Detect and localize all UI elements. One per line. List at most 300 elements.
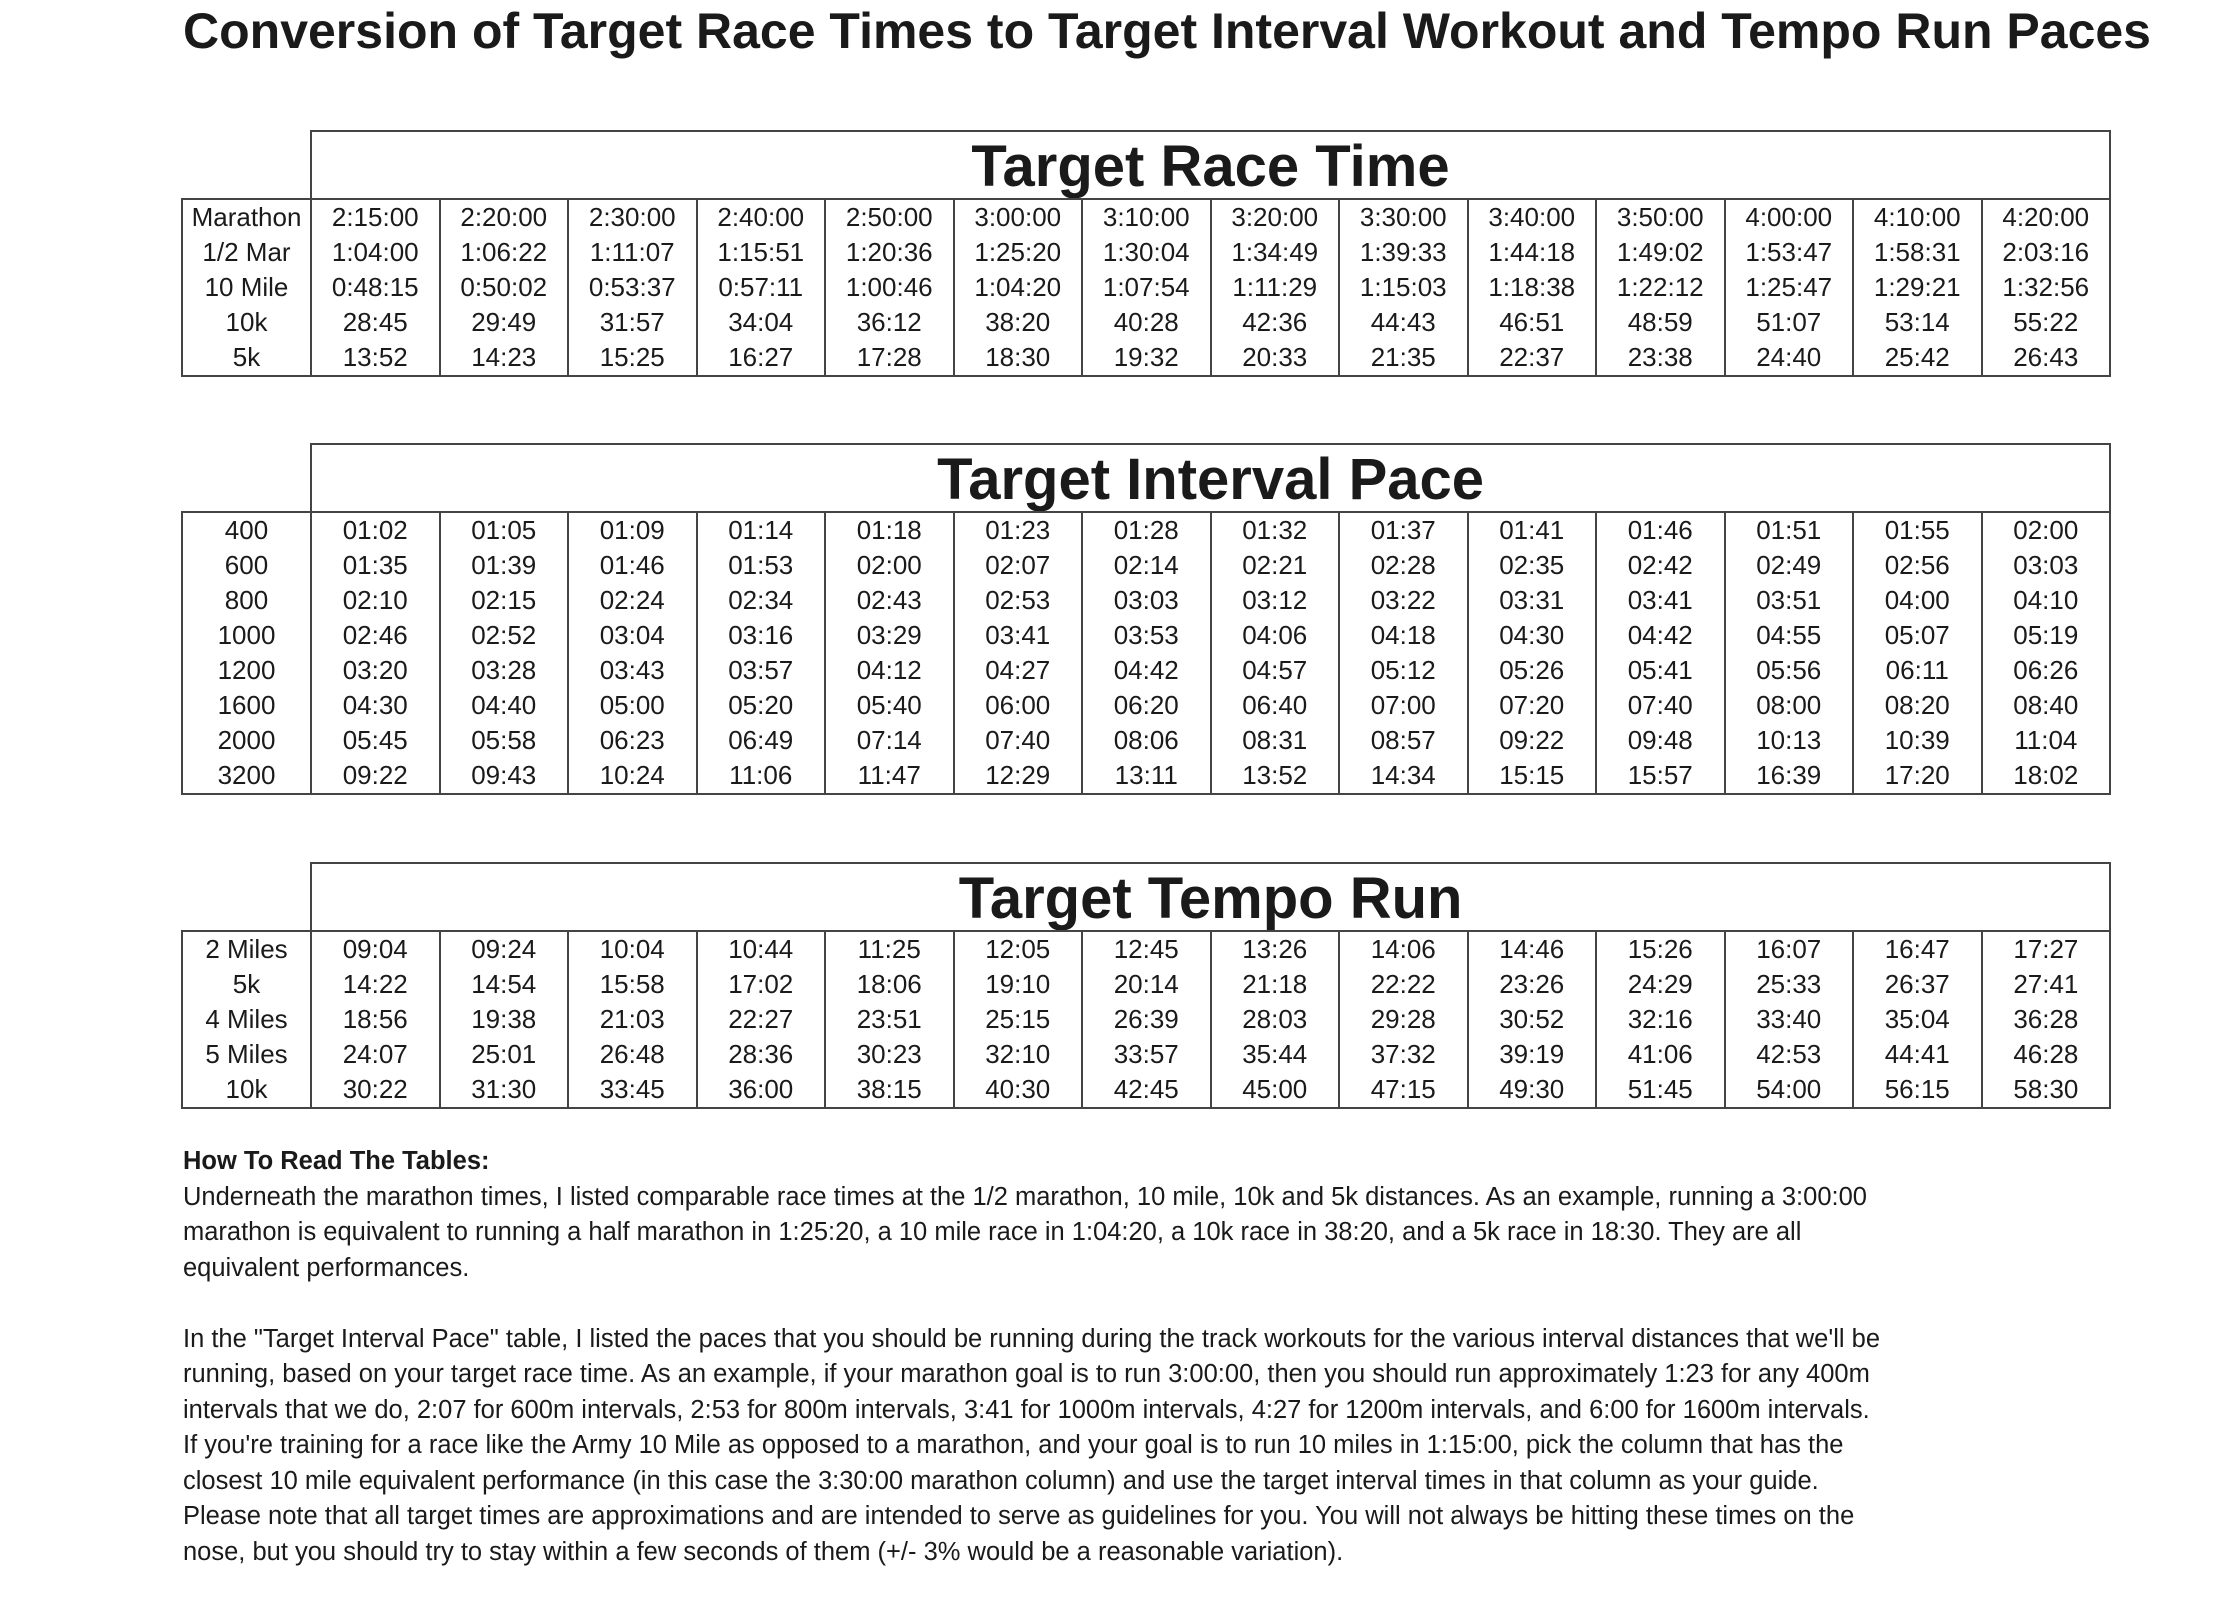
table-cell: 06:00 — [954, 688, 1083, 723]
tempo-run-table — [181, 862, 2111, 1109]
table-cell: 20:33 — [1211, 340, 1340, 376]
notes-heading: How To Read The Tables: — [183, 1147, 490, 1175]
table-cell: 11:47 — [825, 758, 954, 794]
table-cell: 4:00:00 — [1725, 199, 1854, 235]
table-cell: 16:39 — [1725, 758, 1854, 794]
table-cell: 24:07 — [311, 1037, 440, 1072]
table-cell: 05:12 — [1339, 653, 1468, 688]
table-cell: 35:04 — [1853, 1002, 1982, 1037]
table-cell: 08:06 — [1082, 723, 1211, 758]
table-cell: 05:00 — [568, 688, 697, 723]
table-cell: 44:41 — [1853, 1037, 1982, 1072]
table-cell: 23:51 — [825, 1002, 954, 1037]
table-heading: Target Tempo Run — [311, 863, 2110, 931]
table-cell: 24:29 — [1596, 967, 1725, 1002]
table-cell: 2:20:00 — [440, 199, 569, 235]
table-cell: 1:07:54 — [1082, 270, 1211, 305]
table-cell: 46:51 — [1468, 305, 1597, 340]
table-cell: 06:26 — [1982, 653, 2111, 688]
table-cell: 18:02 — [1982, 758, 2111, 794]
table-cell: 12:05 — [954, 931, 1083, 967]
table-cell: 34:04 — [697, 305, 826, 340]
table-cell: 2:03:16 — [1982, 235, 2111, 270]
row-label: 400 — [182, 512, 311, 548]
table-cell: 1:06:22 — [440, 235, 569, 270]
table-cell: 01:18 — [825, 512, 954, 548]
table-cell: 02:07 — [954, 548, 1083, 583]
table-cell: 02:43 — [825, 583, 954, 618]
table-cell: 11:06 — [697, 758, 826, 794]
table-cell: 16:27 — [697, 340, 826, 376]
table-cell: 37:32 — [1339, 1037, 1468, 1072]
table-cell: 26:48 — [568, 1037, 697, 1072]
table-cell: 22:37 — [1468, 340, 1597, 376]
table-cell: 42:36 — [1211, 305, 1340, 340]
table-cell: 02:00 — [825, 548, 954, 583]
table-cell: 08:00 — [1725, 688, 1854, 723]
table-cell: 04:06 — [1211, 618, 1340, 653]
table-cell: 3:20:00 — [1211, 199, 1340, 235]
table-cell: 02:15 — [440, 583, 569, 618]
table-cell: 15:26 — [1596, 931, 1725, 967]
table-cell: 01:02 — [311, 512, 440, 548]
table-cell: 03:04 — [568, 618, 697, 653]
table-cell: 30:52 — [1468, 1002, 1597, 1037]
table-cell: 1:30:04 — [1082, 235, 1211, 270]
table-cell: 51:07 — [1725, 305, 1854, 340]
table-cell: 02:00 — [1982, 512, 2111, 548]
table-cell: 1:04:00 — [311, 235, 440, 270]
row-label: 1600 — [182, 688, 311, 723]
table-cell: 02:21 — [1211, 548, 1340, 583]
notes-line: running, based on your target race time. As an example, if your marathon goal is to run 3:00:00, then you should run approximately 1:23 for any 400m — [183, 1360, 1870, 1388]
table-cell: 14:22 — [311, 967, 440, 1002]
table-cell: 42:45 — [1082, 1072, 1211, 1108]
table-cell: 1:11:07 — [568, 235, 697, 270]
row-label: 2 Miles — [182, 931, 311, 967]
table-cell: 3:40:00 — [1468, 199, 1597, 235]
table-row — [182, 340, 2110, 376]
table-cell: 1:49:02 — [1596, 235, 1725, 270]
table-cell: 07:14 — [825, 723, 954, 758]
row-label: 10k — [182, 305, 311, 340]
table-cell: 26:37 — [1853, 967, 1982, 1002]
table-cell: 01:28 — [1082, 512, 1211, 548]
table-cell: 31:30 — [440, 1072, 569, 1108]
table-cell: 03:29 — [825, 618, 954, 653]
table-cell: 03:03 — [1982, 548, 2111, 583]
table-cell: 1:15:03 — [1339, 270, 1468, 305]
table-cell: 18:06 — [825, 967, 954, 1002]
table-cell: 44:43 — [1339, 305, 1468, 340]
table-corner — [182, 863, 311, 931]
table-row — [182, 1037, 2110, 1072]
table-cell: 0:53:37 — [568, 270, 697, 305]
table-cell: 41:06 — [1596, 1037, 1725, 1072]
table-row — [182, 967, 2110, 1002]
table-cell: 01:39 — [440, 548, 569, 583]
table-cell: 1:34:49 — [1211, 235, 1340, 270]
table-cell: 45:00 — [1211, 1072, 1340, 1108]
table-cell: 13:11 — [1082, 758, 1211, 794]
table-cell: 16:47 — [1853, 931, 1982, 967]
table-cell: 05:19 — [1982, 618, 2111, 653]
table-cell: 28:03 — [1211, 1002, 1340, 1037]
table-cell: 09:24 — [440, 931, 569, 967]
table-cell: 21:03 — [568, 1002, 697, 1037]
table-cell: 22:22 — [1339, 967, 1468, 1002]
table-cell: 1:25:20 — [954, 235, 1083, 270]
table-cell: 13:52 — [311, 340, 440, 376]
table-cell: 11:25 — [825, 931, 954, 967]
notes-line: intervals that we do, 2:07 for 600m intervals, 2:53 for 800m intervals, 3:41 for 1000m intervals, 4:27 for 1200m intervals, and 6:00 for 1600m intervals. — [183, 1395, 1870, 1424]
table-cell: 03:41 — [954, 618, 1083, 653]
table-cell: 1:18:38 — [1468, 270, 1597, 305]
table-cell: 09:22 — [1468, 723, 1597, 758]
table-cell: 28:36 — [697, 1037, 826, 1072]
notes-line: nose, but you should try to stay within a few seconds of them (+/- 3% would be a reasonable variation). — [183, 1537, 1344, 1566]
table-cell: 1:58:31 — [1853, 235, 1982, 270]
table-row — [182, 199, 2110, 235]
table-cell: 56:15 — [1853, 1072, 1982, 1108]
table-cell: 01:32 — [1211, 512, 1340, 548]
table-cell: 10:39 — [1853, 723, 1982, 758]
table-cell: 07:00 — [1339, 688, 1468, 723]
table-cell: 17:27 — [1982, 931, 2111, 967]
table-cell: 26:43 — [1982, 340, 2111, 376]
paragraph-gap — [183, 1286, 1943, 1322]
table-cell: 06:11 — [1853, 653, 1982, 688]
table-cell: 15:57 — [1596, 758, 1725, 794]
table-cell: 08:40 — [1982, 688, 2111, 723]
table-cell: 08:20 — [1853, 688, 1982, 723]
table-cell: 0:57:11 — [697, 270, 826, 305]
table-cell: 04:18 — [1339, 618, 1468, 653]
table-cell: 25:42 — [1853, 340, 1982, 376]
table-cell: 1:15:51 — [697, 235, 826, 270]
table-cell: 30:22 — [311, 1072, 440, 1108]
row-label: 5 Miles — [182, 1037, 311, 1072]
table-cell: 51:45 — [1596, 1072, 1725, 1108]
notes-line: equivalent performances. — [183, 1253, 470, 1282]
table-cell: 04:12 — [825, 653, 954, 688]
table-cell: 47:15 — [1339, 1072, 1468, 1108]
table-cell: 21:35 — [1339, 340, 1468, 376]
table-cell: 13:26 — [1211, 931, 1340, 967]
row-label: 3200 — [182, 758, 311, 794]
table-cell: 03:22 — [1339, 583, 1468, 618]
table-cell: 02:14 — [1082, 548, 1211, 583]
table-cell: 1:04:20 — [954, 270, 1083, 305]
table-cell: 14:06 — [1339, 931, 1468, 967]
table-row — [182, 270, 2110, 305]
table-cell: 02:46 — [311, 618, 440, 653]
notes-paragraph-1 — [183, 1180, 1943, 1287]
table-cell: 25:33 — [1725, 967, 1854, 1002]
table-cell: 01:55 — [1853, 512, 1982, 548]
row-label: 600 — [182, 548, 311, 583]
table-cell: 17:20 — [1853, 758, 1982, 794]
table-row — [182, 688, 2110, 723]
table-cell: 09:43 — [440, 758, 569, 794]
table-cell: 02:53 — [954, 583, 1083, 618]
table-cell: 17:28 — [825, 340, 954, 376]
table-cell: 03:57 — [697, 653, 826, 688]
table-cell: 32:10 — [954, 1037, 1083, 1072]
table-cell: 40:28 — [1082, 305, 1211, 340]
table-cell: 23:38 — [1596, 340, 1725, 376]
table-cell: 02:10 — [311, 583, 440, 618]
table-cell: 40:30 — [954, 1072, 1083, 1108]
table-cell: 25:15 — [954, 1002, 1083, 1037]
notes-paragraph-2 — [183, 1322, 1943, 1571]
table-cell: 02:49 — [1725, 548, 1854, 583]
table-cell: 19:38 — [440, 1002, 569, 1037]
table-cell: 33:40 — [1725, 1002, 1854, 1037]
row-label: 10 Mile — [182, 270, 311, 305]
table-corner — [182, 131, 311, 199]
table-cell: 04:40 — [440, 688, 569, 723]
table-row — [182, 548, 2110, 583]
table-corner — [182, 444, 311, 512]
table-cell: 14:34 — [1339, 758, 1468, 794]
table-row — [182, 653, 2110, 688]
table-cell: 03:16 — [697, 618, 826, 653]
table-cell: 15:58 — [568, 967, 697, 1002]
table-row — [182, 583, 2110, 618]
table-cell: 02:56 — [1853, 548, 1982, 583]
table-cell: 27:41 — [1982, 967, 2111, 1002]
table-cell: 53:14 — [1853, 305, 1982, 340]
table-row — [182, 723, 2110, 758]
interval-pace-table — [181, 443, 2111, 795]
row-label: 1200 — [182, 653, 311, 688]
table-cell: 05:07 — [1853, 618, 1982, 653]
table-cell: 06:23 — [568, 723, 697, 758]
table-cell: 01:41 — [1468, 512, 1597, 548]
table-cell: 10:13 — [1725, 723, 1854, 758]
table-cell: 10:04 — [568, 931, 697, 967]
table-row — [182, 931, 2110, 967]
table-cell: 1:00:46 — [825, 270, 954, 305]
table-cell: 2:40:00 — [697, 199, 826, 235]
row-label: 5k — [182, 340, 311, 376]
table-cell: 09:04 — [311, 931, 440, 967]
table-cell: 23:26 — [1468, 967, 1597, 1002]
table-cell: 04:42 — [1082, 653, 1211, 688]
table-cell: 09:48 — [1596, 723, 1725, 758]
table-cell: 3:00:00 — [954, 199, 1083, 235]
table-cell: 3:50:00 — [1596, 199, 1725, 235]
table-cell: 39:19 — [1468, 1037, 1597, 1072]
table-cell: 05:41 — [1596, 653, 1725, 688]
row-label: 1/2 Mar — [182, 235, 311, 270]
table-cell: 01:05 — [440, 512, 569, 548]
table-cell: 26:39 — [1082, 1002, 1211, 1037]
table-cell: 07:20 — [1468, 688, 1597, 723]
page-title: Conversion of Target Race Times to Target Interval Workout and Tempo Run Paces — [183, 3, 2151, 59]
table-row — [182, 1002, 2110, 1037]
table-cell: 05:40 — [825, 688, 954, 723]
table-cell: 03:43 — [568, 653, 697, 688]
table-cell: 33:57 — [1082, 1037, 1211, 1072]
table-cell: 36:12 — [825, 305, 954, 340]
table-cell: 06:49 — [697, 723, 826, 758]
table-cell: 4:20:00 — [1982, 199, 2111, 235]
table-row — [182, 235, 2110, 270]
table-cell: 13:52 — [1211, 758, 1340, 794]
table-cell: 28:45 — [311, 305, 440, 340]
table-cell: 49:30 — [1468, 1072, 1597, 1108]
table-cell: 04:00 — [1853, 583, 1982, 618]
table-cell: 14:54 — [440, 967, 569, 1002]
table-cell: 01:14 — [697, 512, 826, 548]
row-label: 800 — [182, 583, 311, 618]
table-cell: 3:10:00 — [1082, 199, 1211, 235]
table-cell: 18:56 — [311, 1002, 440, 1037]
notes-line: Underneath the marathon times, I listed comparable race times at the 1/2 marathon, 10 mile, 10k and 5k distances. As an example, running a 3:00:00 — [183, 1182, 1867, 1211]
table-row — [182, 512, 2110, 548]
table-cell: 2:50:00 — [825, 199, 954, 235]
table-cell: 36:00 — [697, 1072, 826, 1108]
table-cell: 4:10:00 — [1853, 199, 1982, 235]
table-cell: 08:57 — [1339, 723, 1468, 758]
table-cell: 1:29:21 — [1853, 270, 1982, 305]
table-row — [182, 618, 2110, 653]
table-cell: 01:51 — [1725, 512, 1854, 548]
table-cell: 15:25 — [568, 340, 697, 376]
table-cell: 1:22:12 — [1596, 270, 1725, 305]
table-cell: 04:30 — [311, 688, 440, 723]
notes-line: closest 10 mile equivalent performance (in this case the 3:30:00 marathon column) and use the target interval times in that column as your guide. — [183, 1466, 1819, 1495]
table-cell: 1:25:47 — [1725, 270, 1854, 305]
race-time-table — [181, 130, 2111, 377]
table-row — [182, 758, 2110, 794]
table-row — [182, 305, 2110, 340]
row-label: 10k — [182, 1072, 311, 1108]
table-cell: 12:45 — [1082, 931, 1211, 967]
table-cell: 1:53:47 — [1725, 235, 1854, 270]
table-cell: 29:49 — [440, 305, 569, 340]
table-cell: 05:58 — [440, 723, 569, 758]
table-cell: 38:20 — [954, 305, 1083, 340]
table-cell: 2:15:00 — [311, 199, 440, 235]
table-row — [182, 1072, 2110, 1108]
table-cell: 36:28 — [1982, 1002, 2111, 1037]
table-cell: 02:52 — [440, 618, 569, 653]
table-cell: 2:30:00 — [568, 199, 697, 235]
table-cell: 02:28 — [1339, 548, 1468, 583]
table-cell: 19:10 — [954, 967, 1083, 1002]
table-cell: 01:53 — [697, 548, 826, 583]
table-cell: 02:42 — [1596, 548, 1725, 583]
table-cell: 01:46 — [1596, 512, 1725, 548]
table-cell: 01:35 — [311, 548, 440, 583]
table-cell: 12:29 — [954, 758, 1083, 794]
table-cell: 20:14 — [1082, 967, 1211, 1002]
table-cell: 46:28 — [1982, 1037, 2111, 1072]
table-cell: 01:37 — [1339, 512, 1468, 548]
table-cell: 02:35 — [1468, 548, 1597, 583]
table-cell: 18:30 — [954, 340, 1083, 376]
table-cell: 01:23 — [954, 512, 1083, 548]
table-cell: 24:40 — [1725, 340, 1854, 376]
table-cell: 1:39:33 — [1339, 235, 1468, 270]
table-cell: 58:30 — [1982, 1072, 2111, 1108]
row-label: 2000 — [182, 723, 311, 758]
table-cell: 0:48:15 — [311, 270, 440, 305]
table-cell: 14:23 — [440, 340, 569, 376]
table-cell: 1:44:18 — [1468, 235, 1597, 270]
table-cell: 04:30 — [1468, 618, 1597, 653]
table-cell: 33:45 — [568, 1072, 697, 1108]
table-cell: 01:46 — [568, 548, 697, 583]
table-cell: 01:09 — [568, 512, 697, 548]
table-cell: 16:07 — [1725, 931, 1854, 967]
table-cell: 06:20 — [1082, 688, 1211, 723]
table-cell: 03:41 — [1596, 583, 1725, 618]
table-cell: 07:40 — [1596, 688, 1725, 723]
table-cell: 08:31 — [1211, 723, 1340, 758]
reading-notes — [183, 1144, 1943, 1570]
table-cell: 17:02 — [697, 967, 826, 1002]
table-cell: 03:20 — [311, 653, 440, 688]
table-cell: 54:00 — [1725, 1072, 1854, 1108]
table-cell: 32:16 — [1596, 1002, 1725, 1037]
table-cell: 10:44 — [697, 931, 826, 967]
table-cell: 03:28 — [440, 653, 569, 688]
table-cell: 22:27 — [697, 1002, 826, 1037]
table-cell: 1:32:56 — [1982, 270, 2111, 305]
table-cell: 3:30:00 — [1339, 199, 1468, 235]
table-cell: 02:24 — [568, 583, 697, 618]
table-cell: 48:59 — [1596, 305, 1725, 340]
table-cell: 05:45 — [311, 723, 440, 758]
table-cell: 03:53 — [1082, 618, 1211, 653]
table-cell: 04:57 — [1211, 653, 1340, 688]
table-cell: 04:55 — [1725, 618, 1854, 653]
table-cell: 05:26 — [1468, 653, 1597, 688]
table-cell: 06:40 — [1211, 688, 1340, 723]
table-cell: 30:23 — [825, 1037, 954, 1072]
table-cell: 0:50:02 — [440, 270, 569, 305]
table-cell: 21:18 — [1211, 967, 1340, 1002]
table-cell: 07:40 — [954, 723, 1083, 758]
table-cell: 1:11:29 — [1211, 270, 1340, 305]
table-cell: 04:27 — [954, 653, 1083, 688]
table-cell: 03:03 — [1082, 583, 1211, 618]
row-label: 5k — [182, 967, 311, 1002]
table-cell: 09:22 — [311, 758, 440, 794]
table-cell: 05:20 — [697, 688, 826, 723]
table-cell: 35:44 — [1211, 1037, 1340, 1072]
table-heading: Target Race Time — [311, 131, 2110, 199]
table-heading: Target Interval Pace — [311, 444, 2110, 512]
table-cell: 03:31 — [1468, 583, 1597, 618]
notes-line: In the "Target Interval Pace" table, I listed the paces that you should be running during the track workouts for the various interval distances that we'll be — [183, 1324, 1881, 1353]
notes-line: If you're training for a race like the Army 10 Mile as opposed to a marathon, and your goal is to run 10 miles in 1:15:00, pick the column that has the — [183, 1431, 1844, 1459]
table-cell: 25:01 — [440, 1037, 569, 1072]
row-label: 4 Miles — [182, 1002, 311, 1037]
row-label: Marathon — [182, 199, 311, 235]
table-cell: 1:20:36 — [825, 235, 954, 270]
table-cell: 19:32 — [1082, 340, 1211, 376]
table-cell: 02:34 — [697, 583, 826, 618]
row-label: 1000 — [182, 618, 311, 653]
table-cell: 04:10 — [1982, 583, 2111, 618]
table-cell: 03:12 — [1211, 583, 1340, 618]
table-cell: 15:15 — [1468, 758, 1597, 794]
